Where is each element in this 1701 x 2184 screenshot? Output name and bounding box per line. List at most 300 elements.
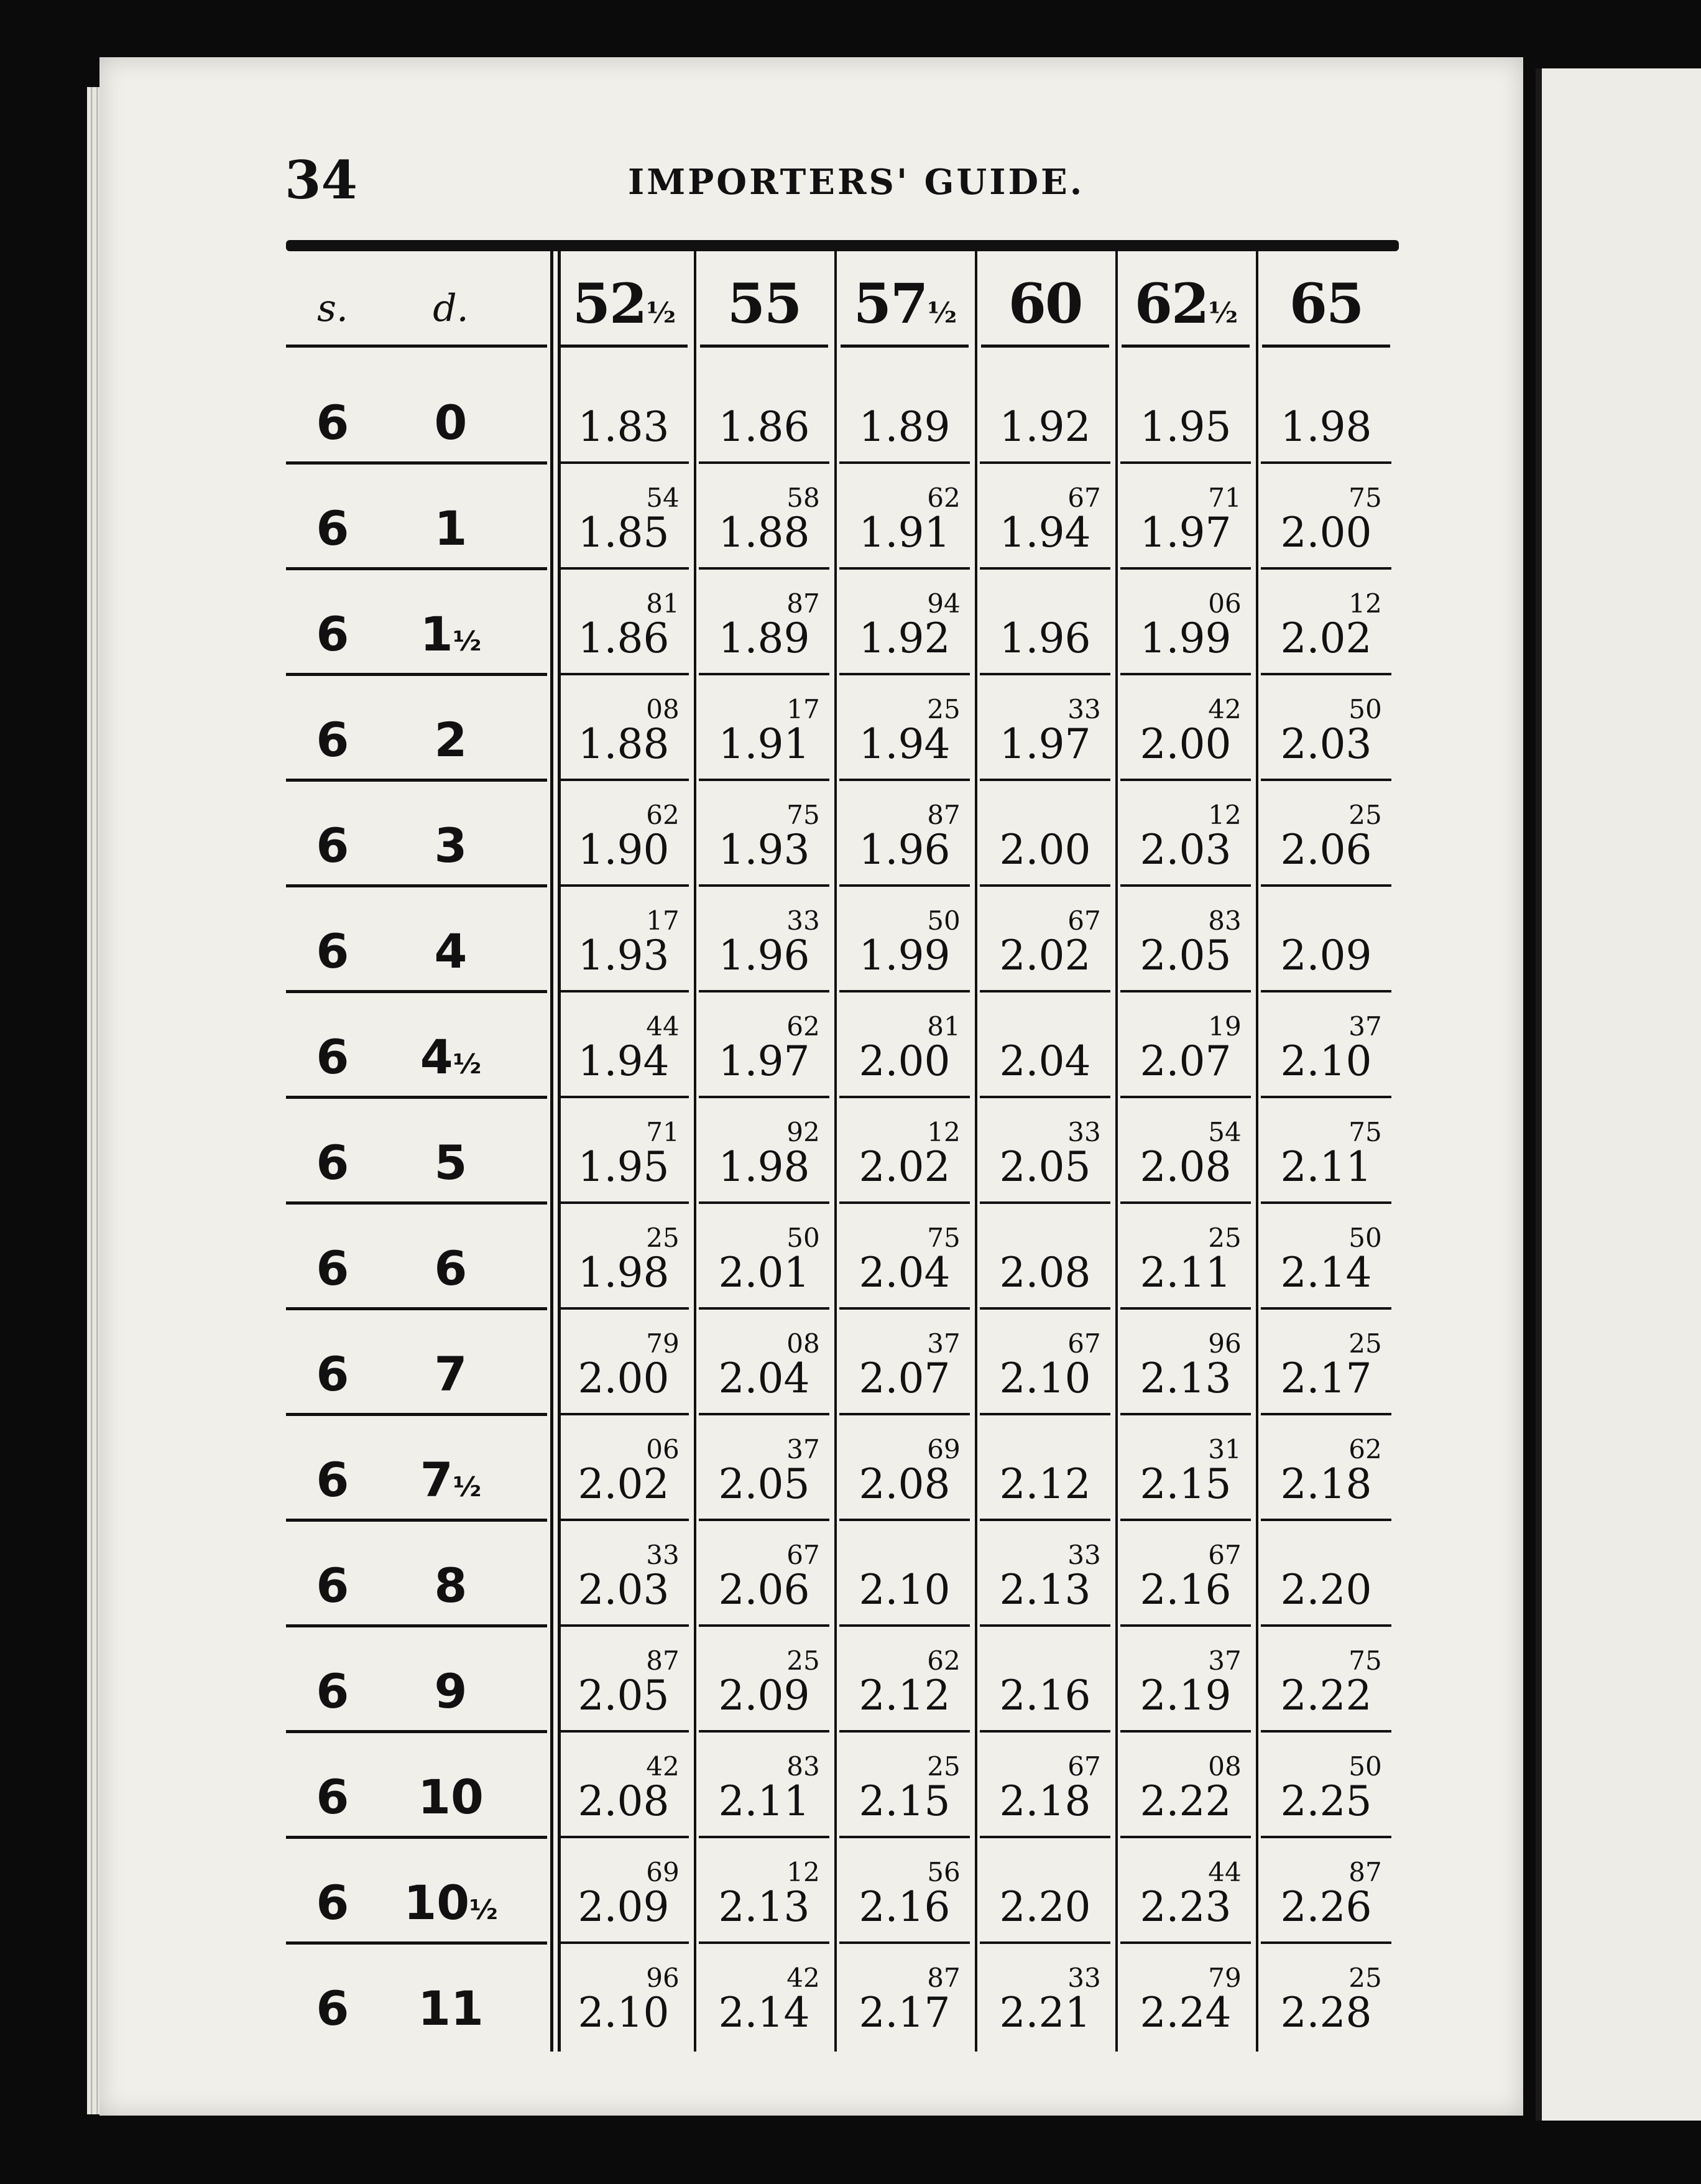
- value-cell: 2.17: [859, 1989, 951, 2037]
- cents-fraction: 87: [927, 800, 961, 830]
- shillings-cell: 6: [316, 1346, 349, 1402]
- value-cell: 2.18: [999, 1777, 1091, 1825]
- row-rule: [1261, 1307, 1391, 1310]
- row-rule: [558, 567, 689, 570]
- pence-cell: [379, 1029, 522, 1085]
- row-rule: [980, 1624, 1110, 1627]
- column-header: [834, 271, 975, 336]
- value-cell: 2.20: [1280, 1566, 1372, 1614]
- row-rule: [286, 1096, 547, 1099]
- running-head: IMPORTERS' GUIDE.: [628, 162, 1085, 203]
- value-cell: 2.12: [999, 1460, 1091, 1508]
- value-cell: 2.13: [1140, 1354, 1232, 1402]
- row-rule: [980, 1307, 1110, 1310]
- pence-whole: 4: [420, 1029, 453, 1085]
- column-header: [1256, 271, 1396, 336]
- row-rule: [1120, 673, 1251, 675]
- adjacent-page-edge: [1536, 68, 1701, 2121]
- value-cell: 2.11: [1280, 1143, 1372, 1191]
- row-rule: [699, 779, 829, 781]
- row-rule: [1261, 1413, 1391, 1415]
- header-rule: [700, 345, 828, 348]
- column-header: [975, 271, 1115, 336]
- value-cell: 1.93: [718, 826, 810, 874]
- value-cell: 2.00: [1140, 720, 1232, 768]
- cents-fraction: 25: [927, 694, 961, 724]
- cents-fraction: 71: [646, 1117, 680, 1147]
- row-rule: [980, 1730, 1110, 1733]
- row-rule: [839, 673, 970, 675]
- row-rule: [286, 884, 547, 887]
- row-rule: [1261, 1941, 1391, 1944]
- pence-whole: 5: [434, 1135, 468, 1190]
- cents-fraction: 71: [1208, 483, 1242, 513]
- row-rule: [558, 1624, 689, 1627]
- row-rule: [286, 1730, 547, 1733]
- value-cell: 1.94: [578, 1037, 670, 1085]
- value-cell: 1.95: [1140, 403, 1232, 451]
- row-rule: [1261, 673, 1391, 675]
- value-cell: 1.93: [578, 932, 670, 979]
- row-rule: [839, 1096, 970, 1098]
- row-rule: [558, 1519, 689, 1521]
- header-rule: [560, 345, 688, 348]
- cents-fraction: 19: [1208, 1011, 1242, 1042]
- row-rule: [286, 1307, 547, 1310]
- value-cell: 2.24: [1140, 1989, 1232, 2037]
- cents-fraction: 50: [1348, 1223, 1382, 1253]
- row-rule: [980, 1413, 1110, 1415]
- cents-fraction: 75: [927, 1223, 961, 1253]
- pence-cell: [379, 1875, 522, 1930]
- cents-fraction: 83: [1208, 905, 1242, 936]
- cents-fraction: 67: [786, 1540, 820, 1570]
- row-rule: [286, 673, 547, 676]
- cents-fraction: 25: [1208, 1223, 1242, 1253]
- value-cell: 1.89: [859, 403, 951, 451]
- row-rule: [839, 1519, 970, 1521]
- cents-fraction: 37: [786, 1434, 820, 1464]
- cents-fraction: 37: [1208, 1645, 1242, 1676]
- cents-fraction: 31: [1208, 1434, 1242, 1464]
- shillings-cell: 6: [316, 1241, 349, 1296]
- pence-whole: 10: [418, 1769, 484, 1825]
- cents-fraction: 42: [786, 1963, 820, 1993]
- row-rule: [839, 567, 970, 570]
- value-cell: 2.00: [578, 1354, 670, 1402]
- row-rule: [980, 1836, 1110, 1838]
- pence-whole: 10: [403, 1875, 470, 1930]
- row-rule: [839, 884, 970, 887]
- row-rule: [839, 1201, 970, 1204]
- value-cell: 2.13: [718, 1883, 810, 1931]
- value-cell: 2.22: [1140, 1777, 1232, 1825]
- cents-fraction: 75: [1348, 1117, 1382, 1147]
- value-cell: 2.03: [1140, 826, 1232, 874]
- row-rule: [980, 673, 1110, 675]
- cents-fraction: 62: [786, 1011, 820, 1042]
- value-cell: 2.05: [999, 1143, 1091, 1191]
- cents-fraction: 25: [646, 1223, 680, 1253]
- value-cell: 1.83: [578, 403, 670, 451]
- row-rule: [1261, 779, 1391, 781]
- cents-fraction: 62: [927, 483, 961, 513]
- row-rule: [1120, 1519, 1251, 1521]
- cents-fraction: 44: [1208, 1857, 1242, 1887]
- value-cell: 2.16: [1140, 1566, 1232, 1614]
- value-cell: 2.19: [1140, 1672, 1232, 1719]
- row-rule: [286, 1624, 547, 1627]
- cents-fraction: 81: [646, 588, 680, 619]
- value-cell: 1.99: [1140, 614, 1232, 662]
- cents-fraction: 67: [1067, 905, 1101, 936]
- cents-fraction: 25: [786, 1645, 820, 1676]
- row-rule: [558, 1307, 689, 1310]
- row-rule: [699, 1836, 829, 1838]
- column-header-whole: 52: [572, 271, 647, 336]
- value-cell: 2.23: [1140, 1883, 1232, 1931]
- value-cell: 2.02: [578, 1460, 670, 1508]
- cents-fraction: 58: [786, 483, 820, 513]
- row-rule: [839, 1624, 970, 1627]
- row-rule: [1120, 1201, 1251, 1204]
- header-rule: [286, 345, 547, 348]
- row-rule: [286, 1941, 547, 1945]
- row-rule: [699, 1624, 829, 1627]
- header-rule: [841, 345, 969, 348]
- cents-fraction: 62: [1348, 1434, 1382, 1464]
- column-header-whole: 60: [1008, 271, 1082, 336]
- row-rule: [558, 990, 689, 993]
- cents-fraction: 33: [1067, 1540, 1101, 1570]
- cents-fraction: 94: [927, 588, 961, 619]
- cents-fraction: 33: [1067, 1963, 1101, 1993]
- value-cell: 1.97: [999, 720, 1091, 768]
- row-rule: [286, 1201, 547, 1205]
- row-rule: [1120, 1413, 1251, 1415]
- cents-fraction: 25: [1348, 1963, 1382, 1993]
- row-rule: [839, 1836, 970, 1838]
- value-cell: 2.01: [718, 1249, 810, 1297]
- value-cell: 2.08: [578, 1777, 670, 1825]
- cents-fraction: 96: [1208, 1328, 1242, 1359]
- row-rule: [1261, 1836, 1391, 1838]
- cents-fraction: 17: [786, 694, 820, 724]
- row-rule: [1120, 1096, 1251, 1098]
- shillings-cell: 6: [316, 712, 349, 767]
- pence-whole: 7: [420, 1452, 453, 1507]
- pence-cell: [379, 818, 522, 873]
- value-cell: 2.05: [1140, 932, 1232, 979]
- value-cell: 1.85: [578, 509, 670, 557]
- shillings-cell: 6: [316, 923, 349, 979]
- column-header-fraction: ½: [1208, 296, 1237, 330]
- cents-fraction: 56: [927, 1857, 961, 1887]
- cents-fraction: 75: [1348, 1645, 1382, 1676]
- value-cell: 2.11: [1140, 1249, 1232, 1297]
- row-rule: [1261, 1096, 1391, 1098]
- value-cell: 1.91: [859, 509, 951, 557]
- header-shillings: s.: [317, 287, 348, 330]
- cents-fraction: 08: [1208, 1751, 1242, 1782]
- value-cell: 1.98: [1280, 403, 1372, 451]
- row-rule: [839, 461, 970, 464]
- row-rule: [839, 779, 970, 781]
- row-rule: [980, 1519, 1110, 1521]
- value-cell: 1.99: [859, 932, 951, 979]
- pence-whole: 0: [434, 395, 468, 450]
- value-cell: 1.98: [578, 1249, 670, 1297]
- pence-cell: [379, 501, 522, 556]
- cents-fraction: 37: [927, 1328, 961, 1359]
- row-rule: [980, 779, 1110, 781]
- row-rule: [558, 1941, 689, 1944]
- column-header-fraction: ½: [646, 296, 675, 330]
- row-rule: [980, 990, 1110, 993]
- value-cell: 2.04: [718, 1354, 810, 1402]
- cents-fraction: 67: [1067, 483, 1101, 513]
- conversion-table: [286, 251, 1399, 2052]
- pence-cell: [379, 712, 522, 767]
- value-cell: 2.11: [718, 1777, 810, 1825]
- value-cell: 2.05: [578, 1672, 670, 1719]
- row-rule: [286, 990, 547, 993]
- column-header-whole: 55: [727, 271, 801, 336]
- cents-fraction: 69: [927, 1434, 961, 1464]
- cents-fraction: 25: [1348, 1328, 1382, 1359]
- row-rule: [1261, 567, 1391, 570]
- value-cell: 2.15: [859, 1777, 951, 1825]
- row-rule: [699, 1941, 829, 1944]
- value-cell: 2.14: [1280, 1249, 1372, 1297]
- row-rule: [699, 884, 829, 887]
- column-header: [1115, 271, 1256, 336]
- row-rule: [286, 1836, 547, 1839]
- column-header-fraction: ½: [927, 296, 956, 330]
- column-header-whole: 65: [1289, 271, 1363, 336]
- cents-fraction: 37: [1348, 1011, 1382, 1042]
- value-cell: 2.03: [578, 1566, 670, 1614]
- row-rule: [558, 1096, 689, 1098]
- row-rule: [699, 1413, 829, 1415]
- cents-fraction: 67: [1067, 1751, 1101, 1782]
- header-rule: [1122, 345, 1250, 348]
- row-rule: [1261, 1201, 1391, 1204]
- value-cell: 2.09: [1280, 932, 1372, 979]
- pence-cell: [379, 1663, 522, 1719]
- row-rule: [1120, 1836, 1251, 1838]
- cents-fraction: 92: [786, 1117, 820, 1147]
- cents-fraction: 87: [1348, 1857, 1382, 1887]
- row-rule: [558, 779, 689, 781]
- row-rule: [558, 673, 689, 675]
- pence-whole: 1: [434, 501, 468, 556]
- cents-fraction: 79: [646, 1328, 680, 1359]
- value-cell: 2.07: [859, 1354, 951, 1402]
- cents-fraction: 87: [646, 1645, 680, 1676]
- cents-fraction: 17: [646, 905, 680, 936]
- cents-fraction: 12: [1208, 800, 1242, 830]
- value-cell: 2.02: [999, 932, 1091, 979]
- value-cell: 2.08: [859, 1460, 951, 1508]
- value-cell: 1.92: [999, 403, 1091, 451]
- value-cell: 2.18: [1280, 1460, 1372, 1508]
- value-cell: 2.10: [578, 1989, 670, 2037]
- value-cell: 2.09: [718, 1672, 810, 1719]
- cents-fraction: 06: [646, 1434, 680, 1464]
- cents-fraction: 12: [786, 1857, 820, 1887]
- value-cell: 2.28: [1280, 1989, 1372, 2037]
- value-cell: 2.03: [1280, 720, 1372, 768]
- pence-cell: [379, 1769, 522, 1825]
- value-cell: 2.08: [1140, 1143, 1232, 1191]
- row-rule: [558, 1836, 689, 1838]
- shillings-cell: 6: [316, 1135, 349, 1190]
- row-rule: [980, 884, 1110, 887]
- row-rule: [699, 1519, 829, 1521]
- pence-cell: [379, 1135, 522, 1190]
- value-cell: 2.21: [999, 1989, 1091, 2037]
- value-cell: 2.07: [1140, 1037, 1232, 1085]
- cents-fraction: 06: [1208, 588, 1242, 619]
- pence-fraction: ½: [453, 1048, 482, 1080]
- shillings-cell: 6: [316, 1663, 349, 1719]
- pence-whole: 1: [420, 606, 453, 662]
- row-rule: [1261, 1624, 1391, 1627]
- pence-cell: [379, 923, 522, 979]
- row-rule: [1120, 567, 1251, 570]
- row-rule: [1120, 990, 1251, 993]
- cents-fraction: 75: [1348, 483, 1382, 513]
- row-rule: [1261, 884, 1391, 887]
- shillings-cell: 6: [316, 1875, 349, 1930]
- cents-fraction: 08: [646, 694, 680, 724]
- pence-cell: [379, 1346, 522, 1402]
- value-cell: 1.91: [718, 720, 810, 768]
- value-cell: 2.20: [999, 1883, 1091, 1931]
- cents-fraction: 42: [646, 1751, 680, 1782]
- row-rule: [980, 1201, 1110, 1204]
- value-cell: 2.10: [859, 1566, 951, 1614]
- header-pence: d.: [433, 287, 469, 330]
- cents-fraction: 44: [646, 1011, 680, 1042]
- pence-whole: 6: [434, 1241, 468, 1296]
- shillings-cell: 6: [316, 1981, 349, 2036]
- row-rule: [1261, 1519, 1391, 1521]
- pence-cell: [379, 1452, 522, 1507]
- column-header-whole: 57: [853, 271, 928, 336]
- value-cell: 2.02: [859, 1143, 951, 1191]
- cents-fraction: 33: [1067, 694, 1101, 724]
- cents-fraction: 67: [1208, 1540, 1242, 1570]
- cents-fraction: 50: [1348, 694, 1382, 724]
- value-cell: 1.94: [859, 720, 951, 768]
- row-rule: [286, 1519, 547, 1522]
- shillings-cell: 6: [316, 606, 349, 662]
- row-rule: [839, 990, 970, 993]
- pence-whole: 3: [434, 818, 468, 873]
- row-rule: [558, 884, 689, 887]
- column-header: [694, 271, 834, 336]
- cents-fraction: 50: [1348, 1751, 1382, 1782]
- row-rule: [980, 461, 1110, 464]
- row-rule: [699, 673, 829, 675]
- value-cell: 2.02: [1280, 614, 1372, 662]
- page-number: 34: [285, 149, 357, 211]
- row-rule: [839, 1413, 970, 1415]
- value-cell: 2.16: [999, 1672, 1091, 1719]
- value-cell: 2.09: [578, 1883, 670, 1931]
- cents-fraction: 75: [786, 800, 820, 830]
- row-rule: [839, 1941, 970, 1944]
- row-rule: [699, 1096, 829, 1098]
- pence-fraction: ½: [453, 626, 482, 657]
- cents-fraction: 83: [786, 1751, 820, 1782]
- row-rule: [699, 461, 829, 464]
- value-cell: 2.22: [1280, 1672, 1372, 1719]
- pence-fraction: ½: [469, 1894, 498, 1926]
- cents-fraction: 12: [927, 1117, 961, 1147]
- value-cell: 1.96: [999, 614, 1091, 662]
- value-cell: 2.25: [1280, 1777, 1372, 1825]
- cents-fraction: 08: [786, 1328, 820, 1359]
- value-cell: 2.12: [859, 1672, 951, 1719]
- cents-fraction: 96: [646, 1963, 680, 1993]
- cents-fraction: 33: [1067, 1117, 1101, 1147]
- cents-fraction: 81: [927, 1011, 961, 1042]
- column-header: [553, 271, 694, 336]
- pence-whole: 8: [434, 1558, 468, 1613]
- cents-fraction: 54: [1208, 1117, 1242, 1147]
- shillings-cell: 6: [316, 395, 349, 450]
- value-cell: 1.86: [578, 614, 670, 662]
- pence-cell: [379, 1241, 522, 1296]
- value-cell: 1.96: [718, 932, 810, 979]
- value-cell: 2.14: [718, 1989, 810, 2037]
- value-cell: 1.97: [1140, 509, 1232, 557]
- cents-fraction: 33: [786, 905, 820, 936]
- row-rule: [839, 1307, 970, 1310]
- column-header-whole: 62: [1134, 271, 1209, 336]
- value-cell: 1.95: [578, 1143, 670, 1191]
- cents-fraction: 25: [927, 1751, 961, 1782]
- row-rule: [699, 567, 829, 570]
- row-rule: [558, 461, 689, 464]
- row-rule: [558, 1413, 689, 1415]
- pence-cell: [379, 1558, 522, 1613]
- cents-fraction: 79: [1208, 1963, 1242, 1993]
- cents-fraction: 62: [927, 1645, 961, 1676]
- value-cell: 2.13: [999, 1566, 1091, 1614]
- value-cell: 1.90: [578, 826, 670, 874]
- row-rule: [1120, 884, 1251, 887]
- top-rule: [286, 240, 1399, 251]
- value-cell: 2.04: [999, 1037, 1091, 1085]
- cents-fraction: 12: [1348, 588, 1382, 619]
- row-rule: [1120, 1307, 1251, 1310]
- shillings-cell: 6: [316, 1452, 349, 1507]
- pence-cell: [379, 606, 522, 662]
- pence-cell: [379, 1981, 522, 2036]
- cents-fraction: 33: [646, 1540, 680, 1570]
- row-rule: [980, 567, 1110, 570]
- value-cell: 2.15: [1140, 1460, 1232, 1508]
- value-cell: 2.00: [859, 1037, 951, 1085]
- value-cell: 1.94: [999, 509, 1091, 557]
- row-rule: [558, 1201, 689, 1204]
- shillings-cell: 6: [316, 501, 349, 556]
- row-rule: [1261, 1730, 1391, 1733]
